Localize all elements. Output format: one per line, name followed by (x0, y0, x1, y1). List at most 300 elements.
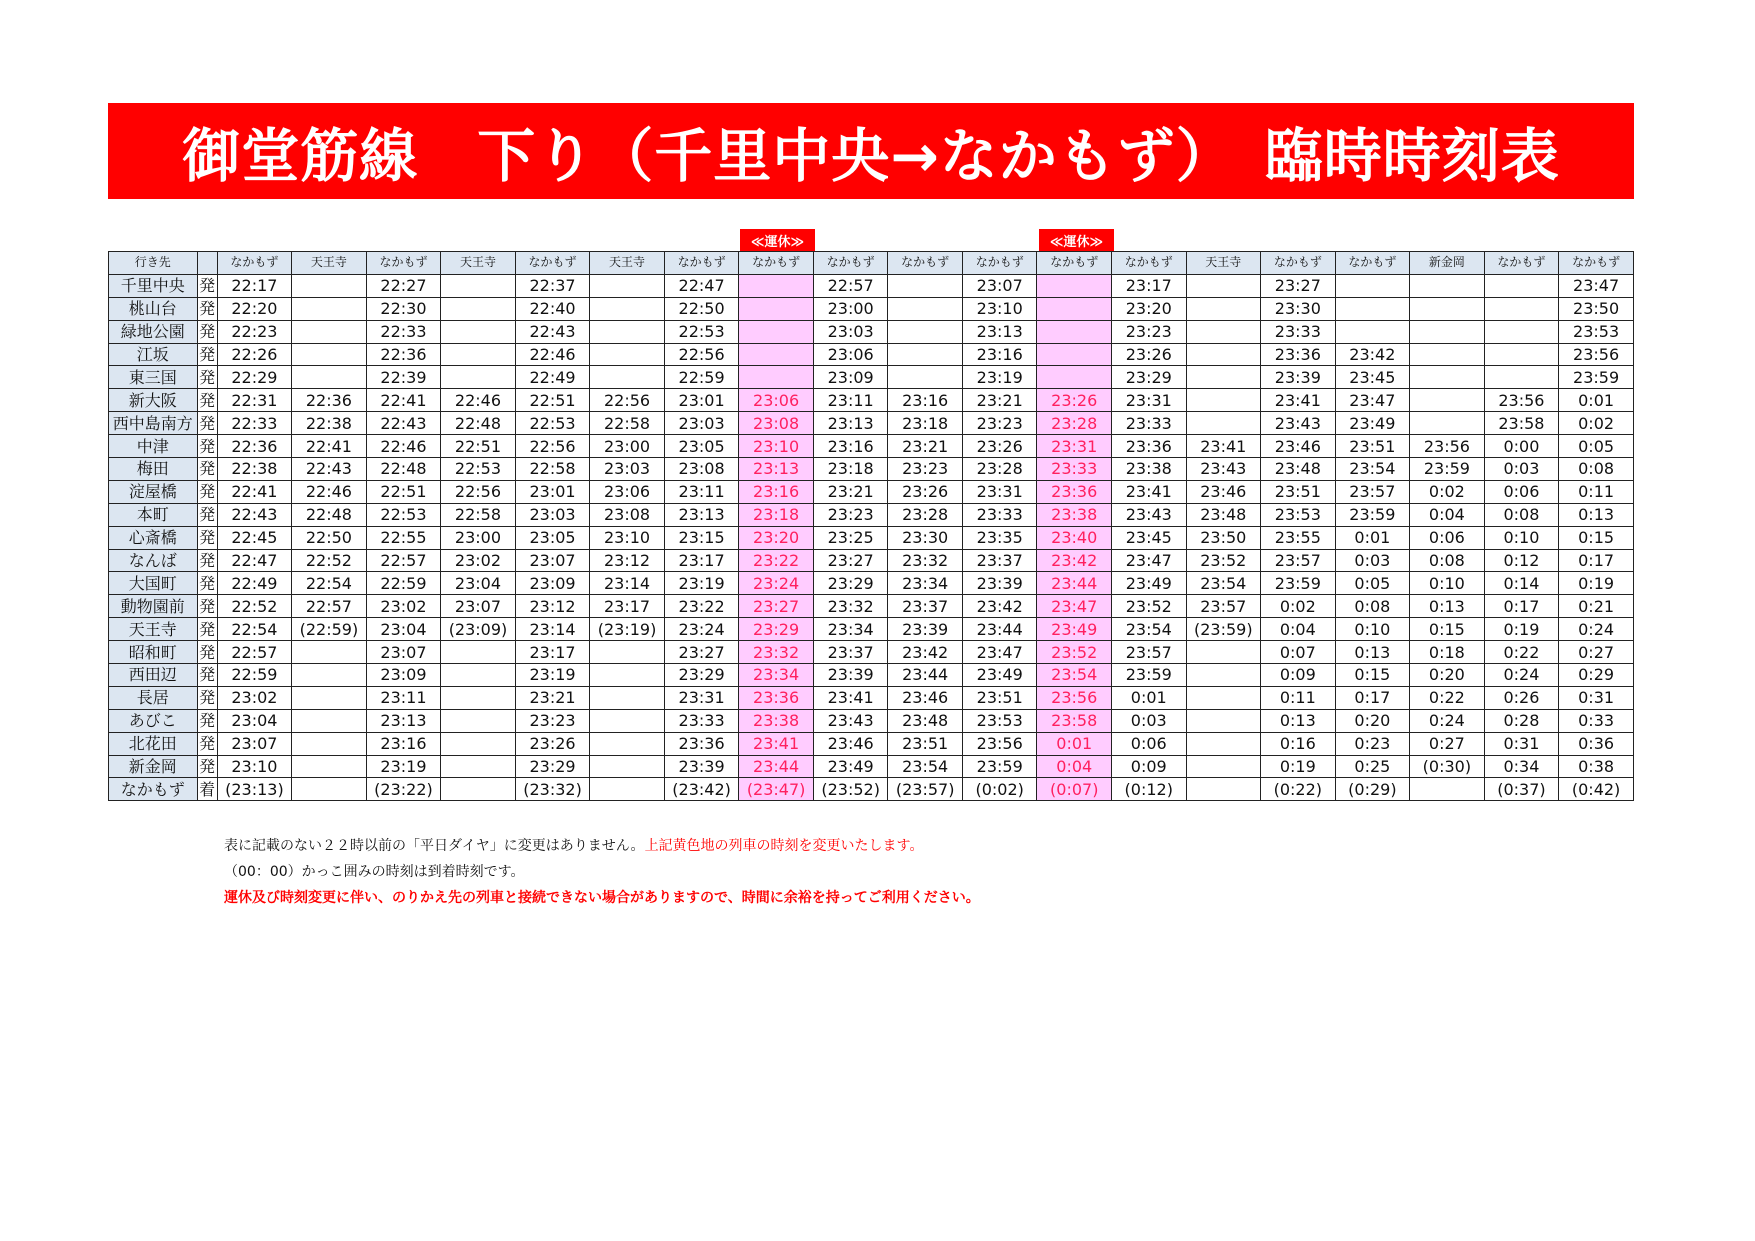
time-cell: 22:41 (292, 435, 367, 458)
time-cell (1186, 366, 1261, 389)
time-cell (590, 366, 665, 389)
time-cell: 23:49 (962, 664, 1037, 687)
time-cell: 0:10 (1410, 572, 1485, 595)
time-cell: 23:08 (739, 412, 814, 435)
time-cell: 22:57 (813, 274, 888, 297)
time-cell: 0:06 (1484, 480, 1559, 503)
time-cell: 0:09 (1112, 755, 1187, 778)
station-row (109, 755, 1634, 778)
time-cell: 0:13 (1410, 595, 1485, 618)
time-cell: 0:06 (1112, 732, 1187, 755)
destination-header: なかもず (739, 252, 814, 275)
station-mark: 発 (197, 686, 217, 709)
time-cell: 22:43 (292, 458, 367, 481)
time-cell: 23:33 (1112, 412, 1187, 435)
destination-header: なかもず (366, 252, 441, 275)
time-cell (1484, 297, 1559, 320)
time-cell: 22:54 (217, 618, 292, 641)
time-cell: 22:46 (366, 435, 441, 458)
time-cell: 23:36 (1112, 435, 1187, 458)
time-cell: 0:01 (1112, 686, 1187, 709)
time-cell: 22:36 (292, 389, 367, 412)
time-cell: 23:54 (1037, 664, 1112, 687)
time-cell: 23:56 (1037, 686, 1112, 709)
time-cell (888, 343, 963, 366)
time-cell: 22:48 (292, 503, 367, 526)
time-cell: (0:02) (962, 778, 1037, 801)
time-cell: 23:13 (962, 320, 1037, 343)
destination-header: 天王寺 (292, 252, 367, 275)
time-cell: 22:49 (217, 572, 292, 595)
time-cell: (23:19) (590, 618, 665, 641)
time-cell (1410, 389, 1485, 412)
station-row (109, 435, 1634, 458)
time-cell: 23:54 (888, 755, 963, 778)
suspended-label: ≪運休≫ (1039, 229, 1114, 251)
time-cell: 23:56 (962, 732, 1037, 755)
time-cell: (0:29) (1335, 778, 1410, 801)
station-mark: 発 (197, 274, 217, 297)
time-cell (441, 641, 516, 664)
time-cell: (0:22) (1261, 778, 1336, 801)
time-cell: 23:47 (962, 641, 1037, 664)
destination-header: なかもず (515, 252, 590, 275)
time-cell: 23:23 (515, 709, 590, 732)
time-cell: 23:32 (739, 641, 814, 664)
station-mark: 発 (197, 343, 217, 366)
destination-header: なかもず (888, 252, 963, 275)
station-mark: 発 (197, 435, 217, 458)
time-cell: 0:28 (1484, 709, 1559, 732)
time-cell (1186, 274, 1261, 297)
time-cell: 0:23 (1335, 732, 1410, 755)
time-cell (590, 343, 665, 366)
destination-header: 天王寺 (1186, 252, 1261, 275)
station-mark: 発 (197, 526, 217, 549)
time-cell: 0:03 (1484, 458, 1559, 481)
time-cell (1335, 297, 1410, 320)
time-cell (292, 755, 367, 778)
station-mark: 発 (197, 297, 217, 320)
time-cell: 23:53 (1261, 503, 1336, 526)
time-cell: 23:07 (366, 641, 441, 664)
time-cell: 0:08 (1335, 595, 1410, 618)
time-cell: 23:28 (888, 503, 963, 526)
time-cell: (23:57) (888, 778, 963, 801)
station-mark: 発 (197, 366, 217, 389)
time-cell: 23:13 (813, 412, 888, 435)
time-cell: 23:54 (1186, 572, 1261, 595)
time-cell (888, 320, 963, 343)
time-cell (441, 709, 516, 732)
time-cell: 23:06 (739, 389, 814, 412)
time-cell: 23:16 (813, 435, 888, 458)
time-cell: 22:59 (217, 664, 292, 687)
time-cell: 23:29 (515, 755, 590, 778)
station-mark: 発 (197, 458, 217, 481)
time-cell: 23:51 (1261, 480, 1336, 503)
time-cell: 22:57 (292, 595, 367, 618)
station-row (109, 274, 1634, 297)
time-cell (1410, 274, 1485, 297)
time-cell: 22:54 (292, 572, 367, 595)
destination-header: なかもず (1112, 252, 1187, 275)
time-cell: 23:49 (1037, 618, 1112, 641)
time-cell: 23:41 (1112, 480, 1187, 503)
time-cell: 22:53 (366, 503, 441, 526)
time-cell: (0:12) (1112, 778, 1187, 801)
time-cell: 22:20 (217, 297, 292, 320)
time-cell (1186, 641, 1261, 664)
time-cell (1484, 366, 1559, 389)
time-cell: 22:41 (366, 389, 441, 412)
time-cell: 23:02 (441, 549, 516, 572)
station-name: 大国町 (109, 572, 198, 595)
time-cell: 23:58 (1037, 709, 1112, 732)
time-cell: 0:20 (1410, 664, 1485, 687)
time-cell: 23:59 (1261, 572, 1336, 595)
time-cell: 23:29 (813, 572, 888, 595)
time-cell: 23:57 (1335, 480, 1410, 503)
station-mark: 発 (197, 732, 217, 755)
station-row (109, 641, 1634, 664)
time-cell: 0:14 (1484, 572, 1559, 595)
time-cell: 23:41 (739, 732, 814, 755)
time-cell: 0:20 (1335, 709, 1410, 732)
time-cell: 0:08 (1559, 458, 1634, 481)
time-cell: 23:15 (664, 526, 739, 549)
time-cell: 23:26 (1112, 343, 1187, 366)
time-cell: 23:27 (1261, 274, 1336, 297)
time-cell: 0:31 (1484, 732, 1559, 755)
time-cell: 0:31 (1559, 686, 1634, 709)
time-cell: 0:15 (1559, 526, 1634, 549)
title-banner (108, 103, 1634, 199)
time-cell: 0:08 (1410, 549, 1485, 572)
time-cell (739, 366, 814, 389)
time-cell: 23:11 (366, 686, 441, 709)
time-cell (590, 274, 665, 297)
time-cell: 23:27 (664, 641, 739, 664)
destination-header: なかもず (1559, 252, 1634, 275)
time-cell (441, 778, 516, 801)
time-cell: 23:21 (888, 435, 963, 458)
station-name: 動物園前 (109, 595, 198, 618)
time-cell: 22:17 (217, 274, 292, 297)
time-cell: 0:19 (1261, 755, 1336, 778)
time-cell: 22:27 (366, 274, 441, 297)
time-cell: 23:09 (515, 572, 590, 595)
time-cell: (23:09) (441, 618, 516, 641)
time-cell: 23:10 (962, 297, 1037, 320)
time-cell (1186, 297, 1261, 320)
time-cell (739, 297, 814, 320)
time-cell: 23:30 (1261, 297, 1336, 320)
station-row (109, 389, 1634, 412)
time-cell: 0:03 (1335, 549, 1410, 572)
time-cell: 23:32 (888, 549, 963, 572)
destination-header: なかもず (1037, 252, 1112, 275)
station-row (109, 664, 1634, 687)
time-cell (590, 755, 665, 778)
station-mark: 着 (197, 778, 217, 801)
time-cell: 23:31 (664, 686, 739, 709)
time-cell: 23:26 (888, 480, 963, 503)
time-cell: 0:22 (1484, 641, 1559, 664)
time-cell: 23:58 (1484, 412, 1559, 435)
station-name: 江坂 (109, 343, 198, 366)
station-row (109, 618, 1634, 641)
time-cell (1484, 320, 1559, 343)
time-cell: 23:18 (813, 458, 888, 481)
time-cell (590, 686, 665, 709)
time-cell: 22:50 (292, 526, 367, 549)
station-mark: 発 (197, 549, 217, 572)
time-cell: 23:39 (664, 755, 739, 778)
time-cell (739, 320, 814, 343)
time-cell: 0:22 (1410, 686, 1485, 709)
time-cell: 23:46 (888, 686, 963, 709)
time-cell: 0:05 (1335, 572, 1410, 595)
time-cell: 23:10 (217, 755, 292, 778)
destination-header: 天王寺 (441, 252, 516, 275)
time-cell: 0:05 (1559, 435, 1634, 458)
time-cell: 22:51 (366, 480, 441, 503)
station-name: 淀屋橋 (109, 480, 198, 503)
time-cell: 22:30 (366, 297, 441, 320)
destination-header: なかもず (1484, 252, 1559, 275)
station-row (109, 503, 1634, 526)
station-name: 心斎橋 (109, 526, 198, 549)
destination-header: なかもず (217, 252, 292, 275)
time-cell (1410, 412, 1485, 435)
station-mark: 発 (197, 709, 217, 732)
time-cell: 23:41 (813, 686, 888, 709)
time-cell: 0:19 (1484, 618, 1559, 641)
time-cell: 23:56 (1559, 343, 1634, 366)
time-cell: 22:43 (515, 320, 590, 343)
destination-header: なかもず (962, 252, 1037, 275)
time-cell: 0:09 (1261, 664, 1336, 687)
time-cell: 23:41 (1261, 389, 1336, 412)
time-cell: 23:42 (1335, 343, 1410, 366)
time-cell (441, 320, 516, 343)
time-cell: (23:42) (664, 778, 739, 801)
timetable (108, 251, 1634, 801)
time-cell (292, 686, 367, 709)
time-cell: 0:17 (1484, 595, 1559, 618)
time-cell: 23:22 (739, 549, 814, 572)
note-changed-trains: 上記黄色地の列車の時刻を変更いたします。 (644, 838, 924, 854)
time-cell (292, 366, 367, 389)
time-cell: 23:33 (1037, 458, 1112, 481)
station-name: 千里中央 (109, 274, 198, 297)
time-cell: 0:03 (1112, 709, 1187, 732)
station-name: 中津 (109, 435, 198, 458)
time-cell: 23:38 (739, 709, 814, 732)
time-cell: 22:36 (366, 343, 441, 366)
time-cell: 23:03 (590, 458, 665, 481)
time-cell: 22:57 (217, 641, 292, 664)
time-cell: 23:47 (1037, 595, 1112, 618)
time-cell: 23:47 (1335, 389, 1410, 412)
time-cell: 23:30 (888, 526, 963, 549)
station-mark: 発 (197, 641, 217, 664)
time-cell: 23:44 (888, 664, 963, 687)
time-cell: 23:04 (441, 572, 516, 595)
time-cell: 23:29 (739, 618, 814, 641)
time-cell (1037, 274, 1112, 297)
time-cell: 23:49 (1335, 412, 1410, 435)
time-cell: 23:18 (888, 412, 963, 435)
time-cell: 23:18 (739, 503, 814, 526)
time-cell (441, 297, 516, 320)
time-cell: 23:50 (1559, 297, 1634, 320)
time-cell (441, 686, 516, 709)
time-cell: (23:32) (515, 778, 590, 801)
time-cell (292, 709, 367, 732)
time-cell: 23:51 (962, 686, 1037, 709)
time-cell: 23:49 (1112, 572, 1187, 595)
time-cell: 23:47 (1559, 274, 1634, 297)
time-cell: 23:04 (366, 618, 441, 641)
time-cell: 22:53 (441, 458, 516, 481)
time-cell: 23:05 (664, 435, 739, 458)
time-cell: 23:39 (813, 664, 888, 687)
time-cell: 0:13 (1261, 709, 1336, 732)
time-cell: 23:23 (962, 412, 1037, 435)
station-mark: 発 (197, 755, 217, 778)
time-cell: 23:59 (1559, 366, 1634, 389)
time-cell: 23:09 (813, 366, 888, 389)
time-cell (1410, 297, 1485, 320)
time-cell: 23:10 (590, 526, 665, 549)
time-cell (1186, 778, 1261, 801)
time-cell: 0:21 (1559, 595, 1634, 618)
time-cell: 22:46 (292, 480, 367, 503)
station-mark: 発 (197, 389, 217, 412)
time-cell: 23:35 (962, 526, 1037, 549)
time-cell: 0:29 (1559, 664, 1634, 687)
time-cell (590, 320, 665, 343)
time-cell: 23:01 (515, 480, 590, 503)
destination-header-row (109, 252, 1634, 275)
time-cell (590, 664, 665, 687)
time-cell (292, 732, 367, 755)
time-cell: 0:27 (1559, 641, 1634, 664)
time-cell: 0:13 (1335, 641, 1410, 664)
time-cell: 0:04 (1261, 618, 1336, 641)
time-cell: 23:23 (888, 458, 963, 481)
time-cell: 22:49 (515, 366, 590, 389)
time-cell (1186, 389, 1261, 412)
time-cell: 23:14 (515, 618, 590, 641)
time-cell: 23:02 (366, 595, 441, 618)
time-cell: 22:58 (441, 503, 516, 526)
time-cell: 23:12 (515, 595, 590, 618)
time-cell: 0:06 (1410, 526, 1485, 549)
time-cell: 22:48 (441, 412, 516, 435)
time-cell: 23:04 (217, 709, 292, 732)
time-cell: 23:12 (590, 549, 665, 572)
time-cell: 0:08 (1484, 503, 1559, 526)
time-cell: 23:27 (813, 549, 888, 572)
time-cell (441, 732, 516, 755)
station-name: 西中島南方 (109, 412, 198, 435)
note-line-3: 運休及び時刻変更に伴い、のりかえ先の列車と接続できない場合がありますので、時間に余裕を持ってご利用ください。 (224, 890, 980, 906)
time-cell (1335, 320, 1410, 343)
note-unchanged: 表に記載のない２２時以前の「平日ダイヤ」に変更はありません。 (224, 838, 645, 854)
time-cell: 23:34 (813, 618, 888, 641)
time-cell: 0:04 (1037, 755, 1112, 778)
time-cell: 23:13 (739, 458, 814, 481)
time-cell: 22:43 (217, 503, 292, 526)
station-name: 西田辺 (109, 664, 198, 687)
destination-header: なかもず (1335, 252, 1410, 275)
time-cell: 23:57 (1261, 549, 1336, 572)
time-cell: 0:13 (1559, 503, 1634, 526)
station-mark: 発 (197, 412, 217, 435)
time-cell: 22:45 (217, 526, 292, 549)
time-cell (1335, 274, 1410, 297)
time-cell (1186, 664, 1261, 687)
time-cell: 23:06 (813, 343, 888, 366)
time-cell: (23:59) (1186, 618, 1261, 641)
time-cell (1186, 732, 1261, 755)
time-cell (590, 641, 665, 664)
time-cell: 23:56 (1410, 435, 1485, 458)
time-cell: 23:19 (515, 664, 590, 687)
time-cell: 0:34 (1484, 755, 1559, 778)
time-cell: 23:59 (1335, 503, 1410, 526)
time-cell: 23:57 (1112, 641, 1187, 664)
time-cell (1037, 297, 1112, 320)
time-cell: 22:51 (441, 435, 516, 458)
time-cell (1037, 366, 1112, 389)
time-cell: 22:23 (217, 320, 292, 343)
station-mark: 発 (197, 595, 217, 618)
time-cell: 23:51 (888, 732, 963, 755)
time-cell: (23:47) (739, 778, 814, 801)
time-cell: 23:47 (1112, 549, 1187, 572)
time-cell: 23:44 (1037, 572, 1112, 595)
time-cell: 23:29 (1112, 366, 1187, 389)
time-cell: 23:16 (366, 732, 441, 755)
time-cell: (23:22) (366, 778, 441, 801)
time-cell: 22:56 (590, 389, 665, 412)
time-cell: 22:48 (366, 458, 441, 481)
time-cell: 23:08 (664, 458, 739, 481)
time-cell (441, 274, 516, 297)
station-name: なかもず (109, 778, 198, 801)
time-cell: 23:36 (664, 732, 739, 755)
time-cell: 0:01 (1335, 526, 1410, 549)
time-cell: 22:36 (217, 435, 292, 458)
time-cell: (0:37) (1484, 778, 1559, 801)
time-cell: 23:31 (1037, 435, 1112, 458)
time-cell: 0:36 (1559, 732, 1634, 755)
time-cell: 23:42 (888, 641, 963, 664)
station-row (109, 709, 1634, 732)
time-cell (888, 366, 963, 389)
time-cell: 23:59 (1112, 664, 1187, 687)
time-cell: 23:38 (1112, 458, 1187, 481)
destination-header: なかもず (1261, 252, 1336, 275)
time-cell: 22:43 (366, 412, 441, 435)
time-cell: 22:57 (366, 549, 441, 572)
time-cell (590, 778, 665, 801)
time-cell (441, 343, 516, 366)
